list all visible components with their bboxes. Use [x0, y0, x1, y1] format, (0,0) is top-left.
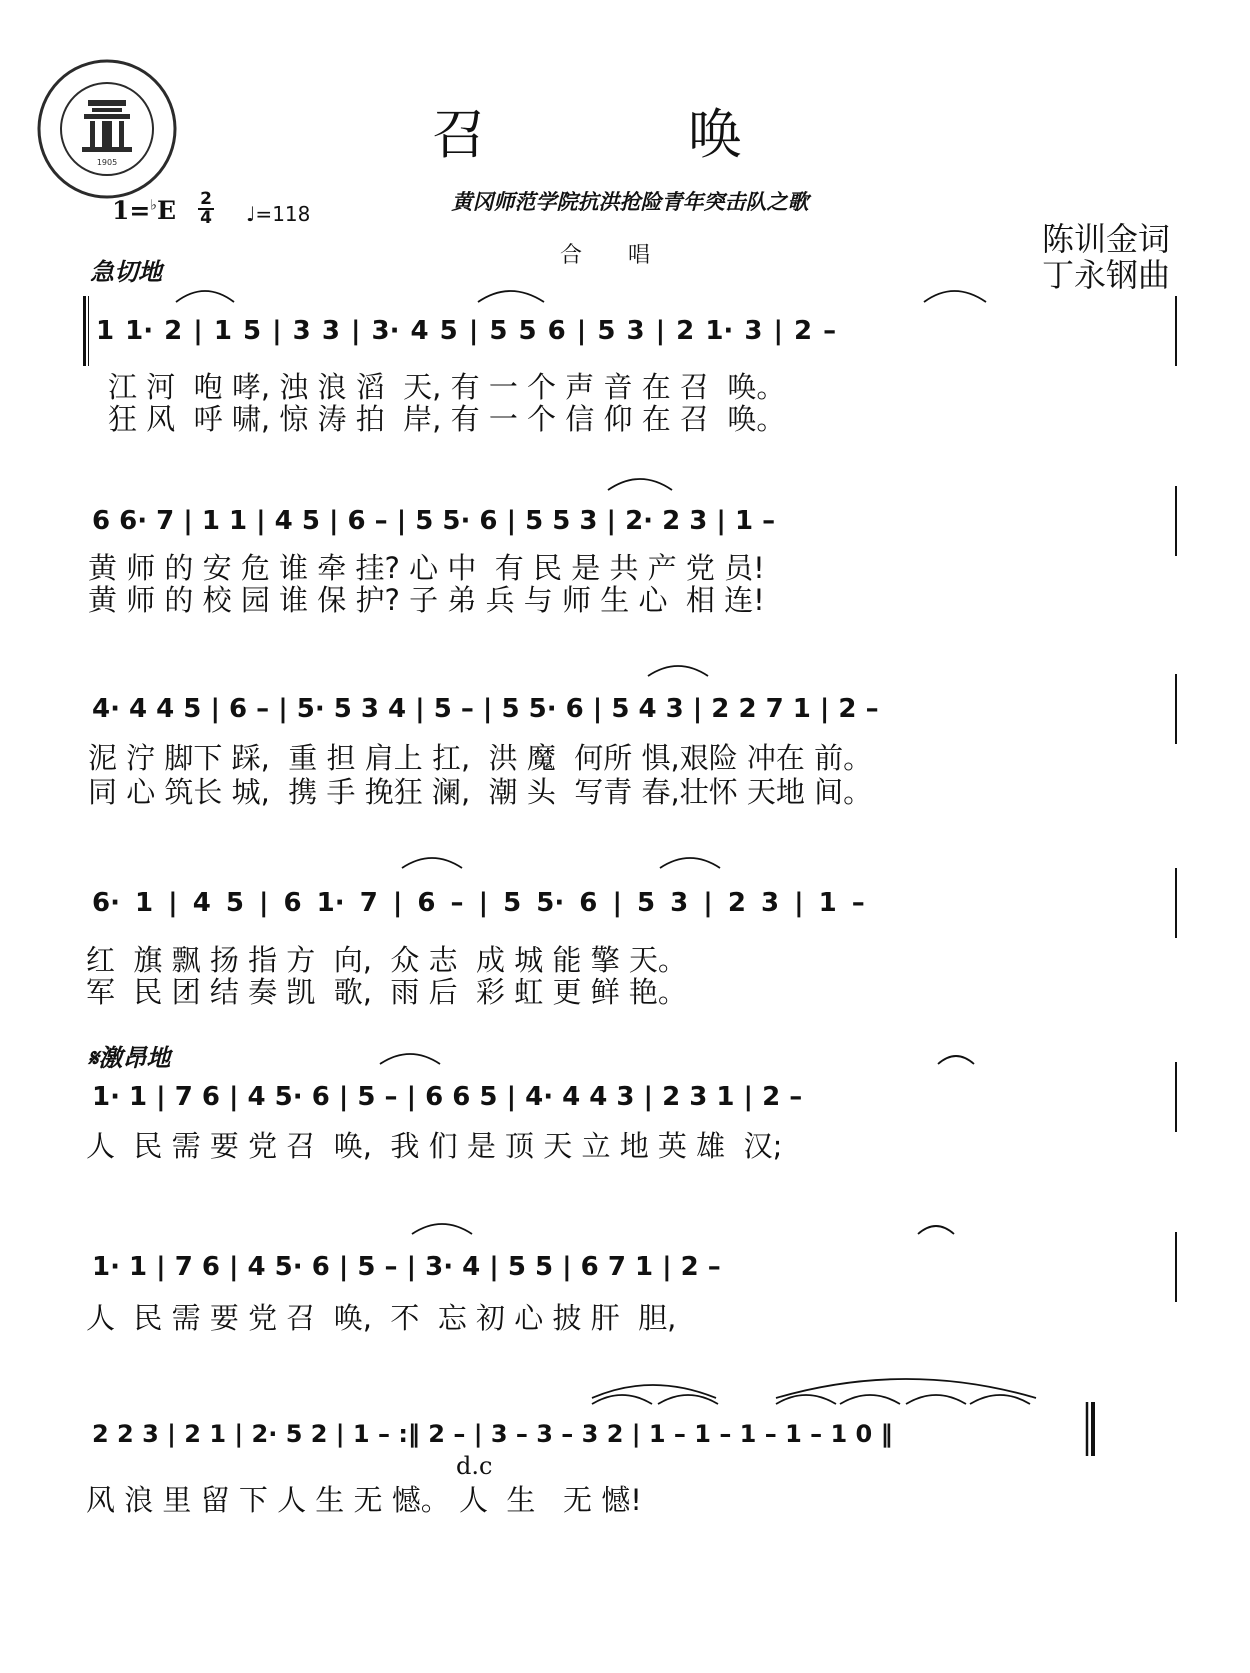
lyrics-verse-2: 黄 师 的 校 园 谁 保 护? 子 弟 兵 与 师 生 心 相 连!: [88, 583, 765, 617]
numbered-notation: 2 2 3 | 2 1 | 2· 5 2 | 1 – :‖ 2 – | 3 – 3 – 3 2 | 1 – 1 – 1 – 1 – 1 0 ‖: [92, 1420, 893, 1448]
lyrics-verse-1: 黄 师 的 安 危 谁 牵 挂? 心 中 有 民 是 共 产 党 员!: [88, 551, 765, 585]
title-char-1: 召: [432, 103, 486, 166]
slur: [380, 1054, 440, 1064]
numbered-notation: 4· 4 4 5 | 6 – | 5· 5 3 4 | 5 – | 5 5· 6 | 5 4 3 | 2 2 7 1 | 2 –: [92, 694, 879, 724]
composer-credit: 丁永钢曲: [1041, 256, 1170, 294]
lyrics-verse-2: 军 民 团 结 奏 凯 歌, 雨 后 彩 虹 更 鲜 艳。: [86, 975, 687, 1009]
slur: [402, 858, 462, 868]
lyrics-verse-1: 泥 泞 脚下 踩, 重 担 肩上 扛, 洪 魔 何所 惧,艰险 冲在 前。: [88, 741, 873, 775]
performance-type: 合唱: [560, 243, 697, 268]
numbered-notation: 1 1· 2 | 1 5 | 3 3 | 3· 4 5 | 5 5 6 | 5 3 | 2 1· 3 | 2 –: [96, 316, 837, 346]
key-signature: 1=♭E: [112, 196, 177, 225]
time-signature: 2 4: [196, 191, 216, 227]
slur: [924, 291, 986, 302]
numbered-notation: 1· 1 | 7 6 | 4 5· 6 | 5 – | 3· 4 | 5 5 | 6 7 1 | 2 –: [92, 1252, 721, 1282]
lyrics-ending: 风 浪 里 留 下 人 生 无 憾。 人 生 无 憾!: [86, 1483, 642, 1517]
slur: [970, 1395, 1030, 1404]
slur: [918, 1226, 954, 1234]
lyrics-verse-2: 同 心 筑长 城, 携 手 挽狂 澜, 潮 头 写青 春,壮怀 天地 间。: [88, 775, 873, 809]
svg-text:1905: 1905: [96, 158, 118, 167]
expression-mark-segno-passionate: 𝄋激昂地: [88, 1044, 171, 1072]
title-char-2: 唤: [688, 103, 742, 166]
slur: [660, 858, 720, 868]
slur: [658, 1395, 718, 1404]
numbered-notation: 6· 1 | 4 5 | 6 1· 7 | 6 – | 5 5· 6 | 5 3 | 2 3 | 1 –: [92, 888, 865, 918]
slur: [608, 479, 672, 490]
slur: [176, 291, 234, 302]
lyrics-chorus-line-2: 人 民 需 要 党 召 唤, 不 忘 初 心 披 肝 胆,: [86, 1301, 677, 1335]
lyrics-verse-1: 红 旗 飘 扬 指 方 向, 众 志 成 城 能 擎 天。: [86, 943, 687, 977]
numbered-notation: 6 6· 7 | 1 1 | 4 5 | 6 – | 5 5· 6 | 5 5 3 | 2· 2 3 | 1 –: [92, 506, 776, 536]
numbered-notation: 1· 1 | 7 6 | 4 5· 6 | 5 – | 6 6 5 | 4· 4 4 3 | 2 3 1 | 2 –: [92, 1082, 803, 1112]
slur: [840, 1395, 900, 1404]
expression-mark-urgent: 急切地: [90, 258, 162, 286]
slur: [648, 666, 708, 676]
slur: [906, 1395, 966, 1404]
lyricist-credit: 陈训金词: [1041, 220, 1170, 258]
slur: [592, 1395, 652, 1404]
lyrics-verse-1: 江 河 咆 哮, 浊 浪 滔 天, 有 一 个 声 音 在 召 唤。: [108, 370, 786, 404]
lyrics-verse-2: 狂 风 呼 啸, 惊 涛 拍 岸, 有 一 个 信 仰 在 召 唤。: [108, 402, 786, 436]
slur: [412, 1224, 472, 1234]
slur: [938, 1056, 974, 1064]
subtitle: 黄冈师范学院抗洪抢险青年突击队之歌: [451, 190, 809, 214]
tempo-marking: ♩=118: [246, 202, 311, 226]
da-capo-mark: d.c: [456, 1452, 493, 1480]
slur: [478, 291, 544, 302]
lyrics-chorus-line-1: 人 民 需 要 党 召 唤, 我 们 是 顶 天 立 地 英 雄 汉;: [86, 1129, 783, 1163]
